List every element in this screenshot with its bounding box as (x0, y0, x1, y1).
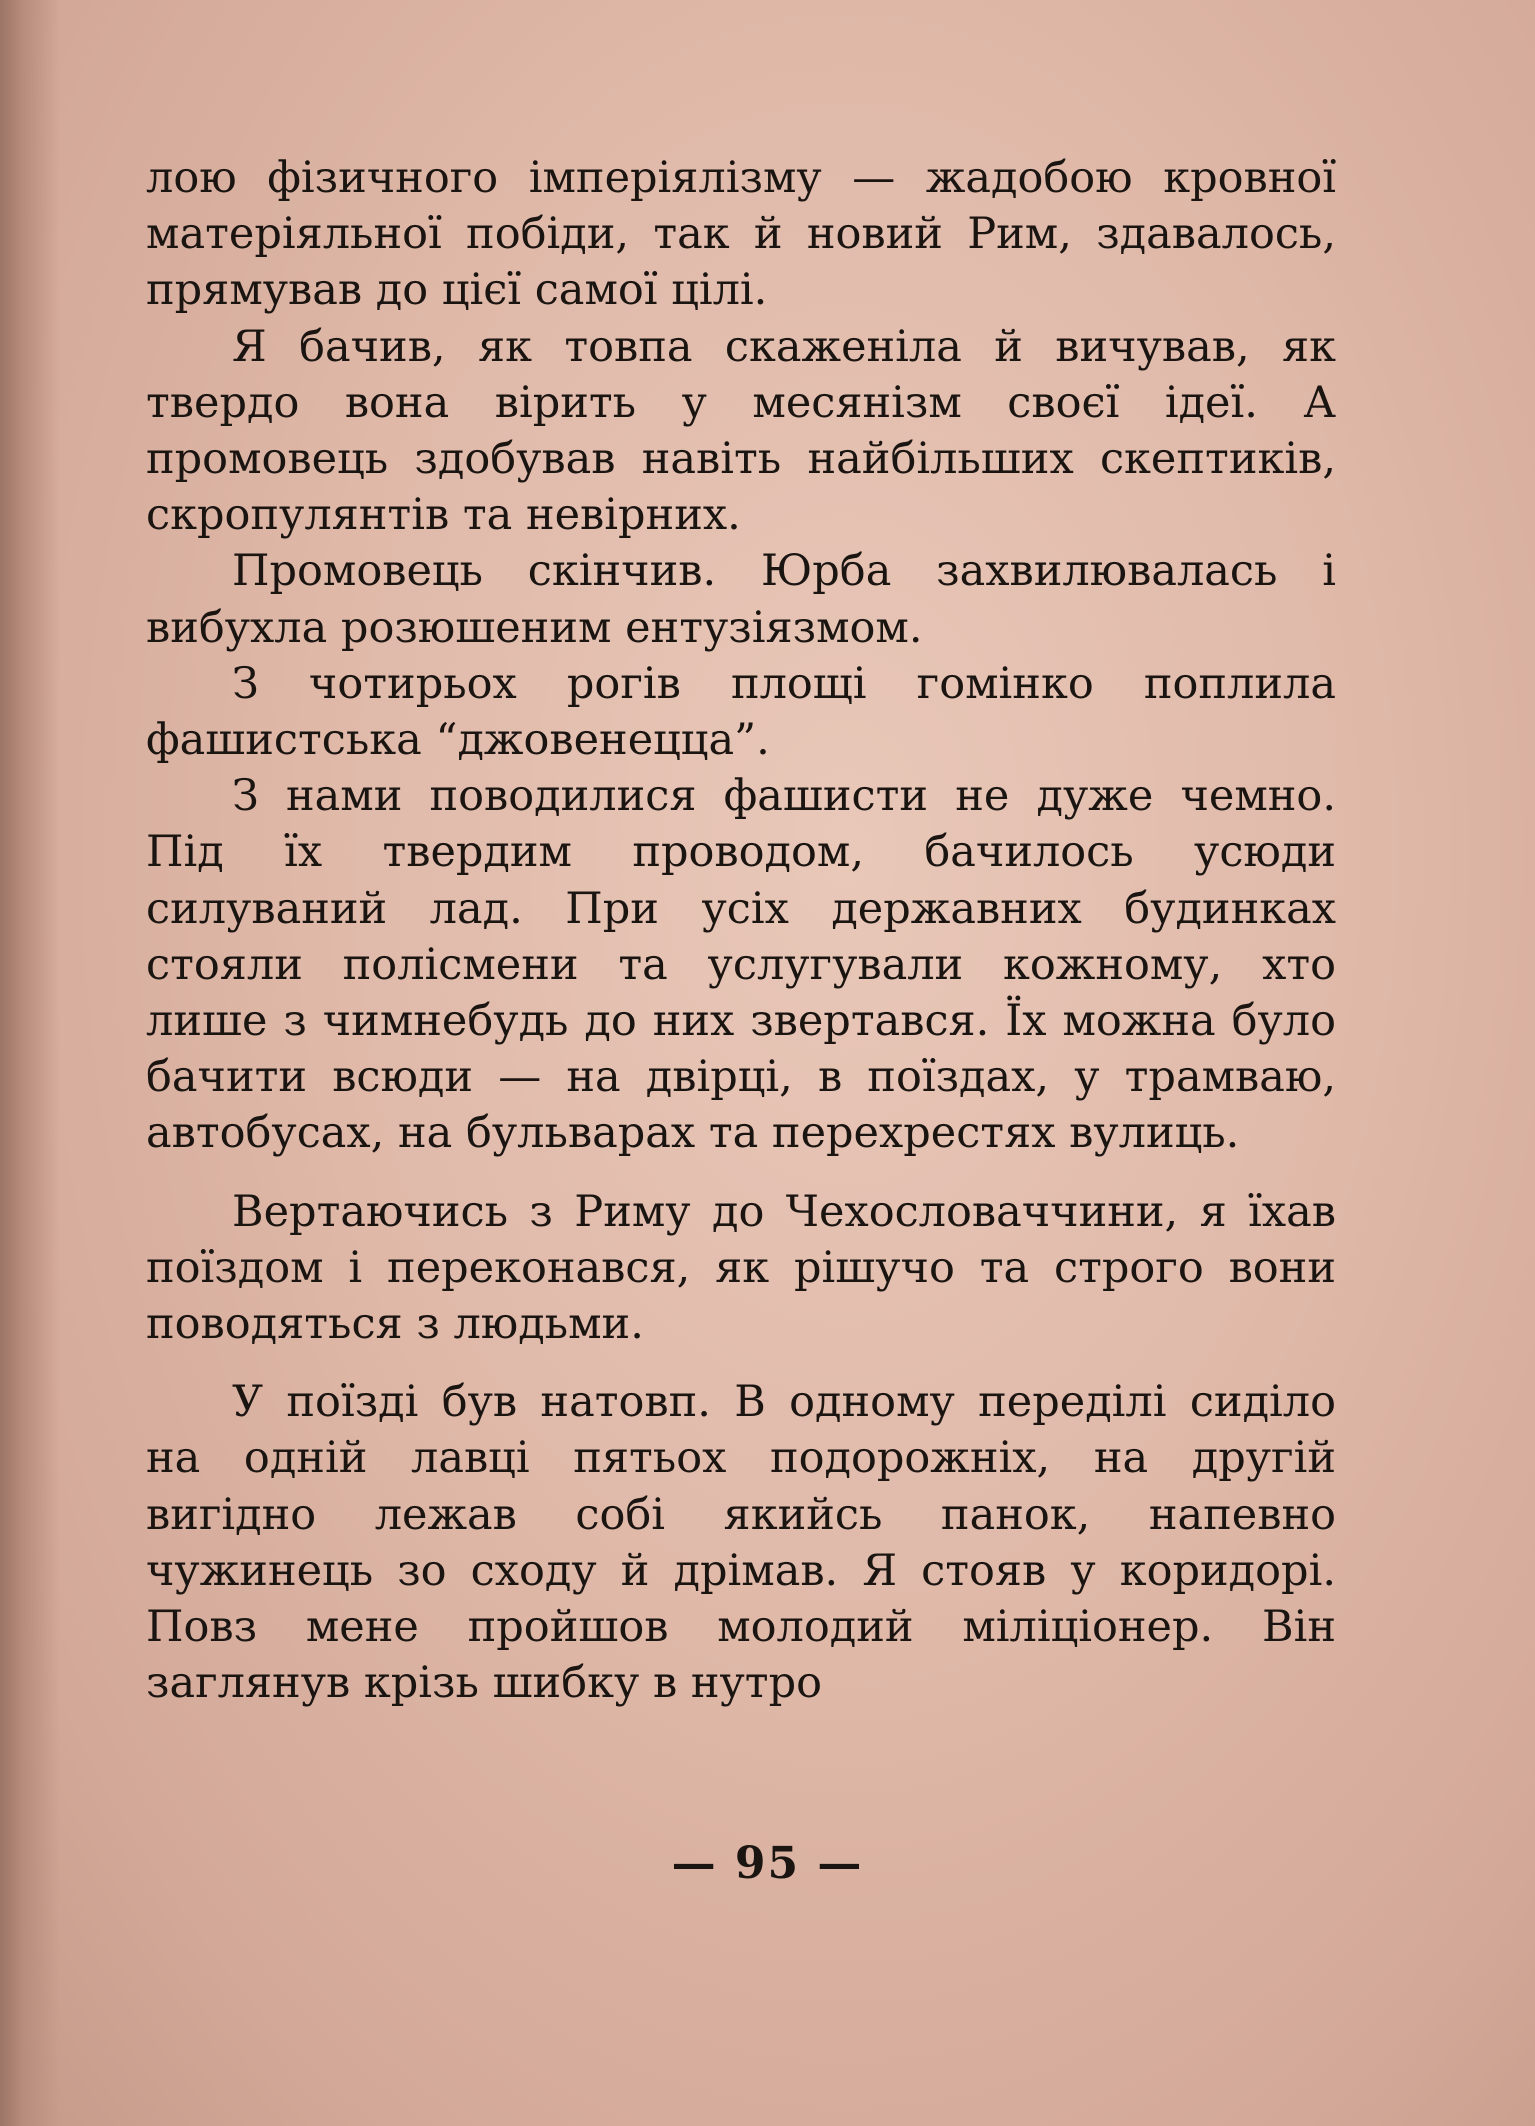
paragraph-5: З нами поводилися фашисти не дуже чемно. Під їх твердим проводом, бачилось усюди силуваний лад. При усіх державних будинках стояли полісмени та услугували кожному, хто лише з чимнебудь до них звертався. Їх можна було бачити всюди — на двірці, в поїздах, у трамваю, автобусах, на бульварах та перехрестях вулиць. (146, 771, 1336, 1159)
paragraph-6: Вертаючись з Риму до Чехословаччини, я їхав поїздом і переконався, як рішучо та строго вони поводяться з людьми. (146, 1186, 1336, 1350)
paragraph-1: лою фізичного імперіялізму — жадобою кровної матеріяльної побіди, так й новий Рим, здавалось, прямував до цієї самої цілі. (146, 153, 1336, 316)
body-text (146, 150, 1336, 1711)
page-gutter-shadow (0, 0, 60, 2126)
paragraph-4: З чотирьох рогів площі гомінко поплила фашистська “джовенецца”. (146, 658, 1336, 766)
page-number: — 95 — (671, 1838, 864, 1889)
paragraph-7: У поїзді був натовп. В одному переділі сиділо на одній лавці пятьох подорожніх, на другій вигідно лежав собі якийсь панок, напевно чужинець зо сходу й дрімав. Я стояв у коридорі. Повз мене пройшов молодий міліціонер. Він заглянув крізь шибку в нутро (146, 1377, 1336, 1709)
paragraph-2: Я бачив, як товпа скаженіла й вичував, як твердо вона вірить у месянізм своєї ідеї. А промовець здобував навіть найбільших скептиків, скропулянтів та невірних. (146, 321, 1336, 541)
paragraph-3: Промовець скінчив. Юрба захвилювалась і вибухла розюшеним ентузіязмом. (146, 546, 1336, 653)
